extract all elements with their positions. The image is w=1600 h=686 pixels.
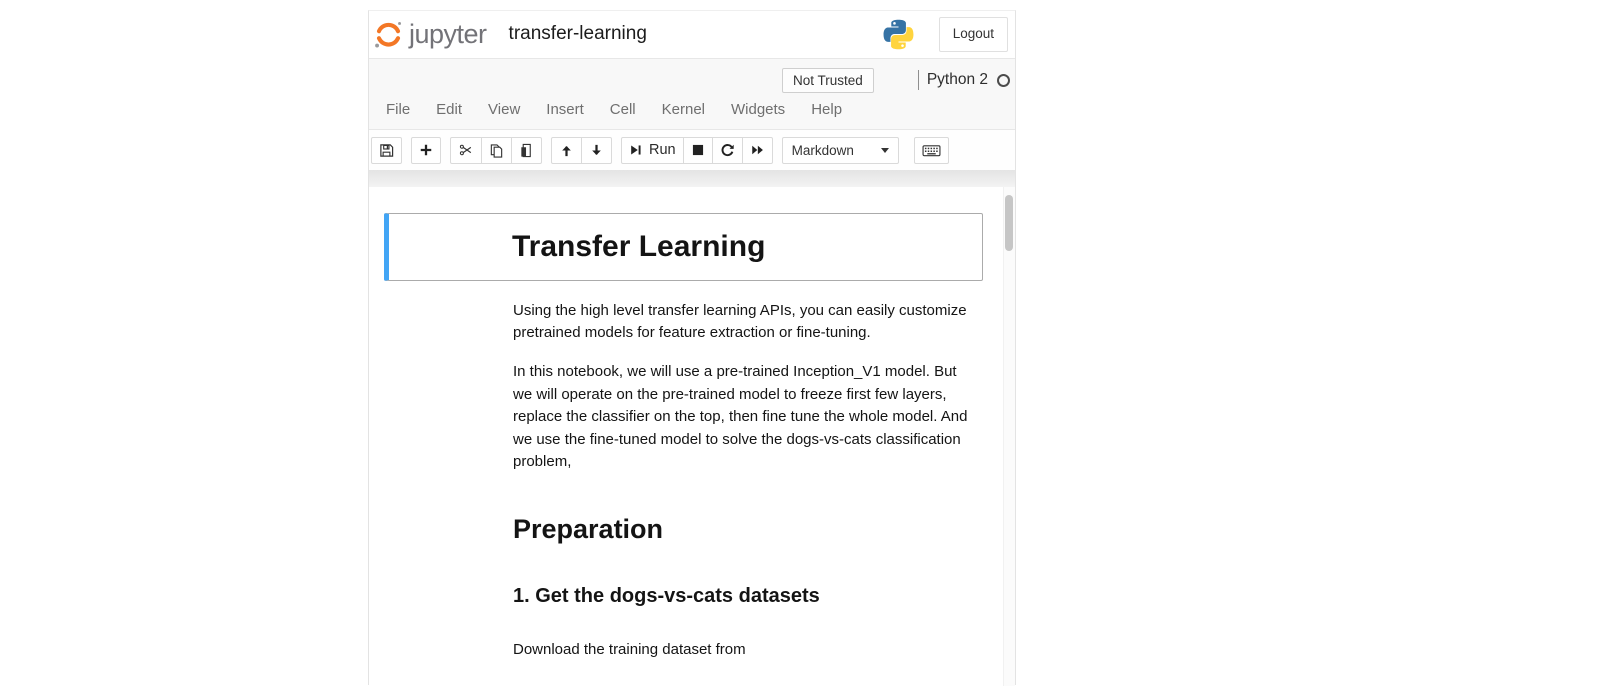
menu-cell[interactable]: Cell	[609, 101, 636, 118]
menu-view[interactable]: View	[488, 101, 521, 118]
site-top-strip	[369, 170, 1015, 187]
add-cell-button[interactable]	[411, 137, 441, 164]
menu-file[interactable]: File	[386, 101, 411, 118]
python-logo-icon	[882, 18, 915, 51]
menubar-section	[369, 59, 1015, 130]
selected-markdown-cell[interactable]	[384, 213, 983, 281]
menu-kernel[interactable]: Kernel	[661, 101, 705, 118]
notebook-h1-title: Transfer Learning	[512, 230, 766, 263]
interrupt-kernel-button[interactable]	[683, 137, 713, 164]
jupyter-logo[interactable]	[373, 19, 487, 50]
notebook-scroll-area	[369, 187, 1015, 686]
move-up-icon	[559, 143, 574, 158]
kernel-separator	[918, 70, 919, 90]
command-palette-button[interactable]	[914, 137, 949, 164]
scrollbar-thumb[interactable]	[1005, 195, 1013, 251]
menu-edit[interactable]: Edit	[436, 101, 463, 118]
logout-button[interactable]: Logout	[939, 17, 1008, 51]
save-icon	[379, 143, 394, 158]
trust-status-button[interactable]: Not Trusted	[782, 68, 874, 93]
kernel-name-label: Python 2	[926, 71, 988, 88]
menu-insert[interactable]: Insert	[546, 101, 584, 118]
restart-kernel-button[interactable]	[712, 137, 743, 164]
menu-help[interactable]: Help	[811, 101, 843, 118]
run-cell-button[interactable]	[621, 137, 684, 164]
menu-bar	[373, 92, 855, 129]
vertical-scrollbar[interactable]	[1003, 187, 1015, 686]
run-step-icon	[629, 143, 643, 157]
restart-kernel-icon	[720, 143, 735, 158]
move-cell-down-button[interactable]	[581, 137, 612, 164]
cell-type-value: Markdown	[791, 142, 854, 158]
notebook-app-window	[368, 10, 1016, 685]
markdown-rendered-content	[513, 300, 973, 662]
jupyter-logo-icon	[373, 19, 404, 50]
kernel-idle-circle-icon	[997, 74, 1010, 87]
chevron-down-icon	[881, 148, 889, 153]
move-down-icon	[589, 143, 604, 158]
notebook-toolbar	[369, 130, 1015, 170]
copy-cell-button[interactable]	[481, 137, 512, 164]
subsection-heading-datasets[interactable]: 1. Get the dogs-vs-cats datasets	[513, 584, 820, 607]
cut-cell-button[interactable]	[450, 137, 482, 164]
run-button-label: Run	[649, 142, 676, 158]
markdown-paragraph[interactable]: In this notebook, we will use a pre-trained Inception_V1 model. But we will operate on the pre-trained model to freeze first few layers, replace the classifier on the top, then fine tune the whole model. And we use the fine-tuned model to solve the dogs-vs-cats classification problem,	[513, 363, 968, 470]
stop-icon	[691, 143, 705, 157]
copy-icon	[489, 143, 504, 158]
paste-icon	[519, 143, 534, 158]
notebook-title[interactable]: transfer-learning	[508, 23, 647, 44]
notebook-header	[369, 11, 1015, 59]
move-cell-up-button[interactable]	[551, 137, 582, 164]
save-button[interactable]	[371, 137, 402, 164]
paste-cell-button[interactable]	[511, 137, 542, 164]
section-heading-preparation[interactable]: Preparation	[513, 514, 664, 545]
notebook-status-row	[782, 67, 1010, 93]
markdown-paragraph[interactable]: Download the training dataset from	[513, 640, 746, 658]
restart-run-all-button[interactable]	[742, 137, 773, 164]
fast-forward-icon	[750, 143, 765, 157]
add-cell-icon	[419, 143, 433, 157]
cut-icon	[458, 143, 474, 157]
markdown-paragraph[interactable]: Using the high level transfer learning APIs, you can easily customize pretrained models for feature extraction or fine-tuning.	[513, 301, 967, 341]
cell-type-select[interactable]	[782, 137, 899, 164]
menu-widgets[interactable]: Widgets	[731, 101, 786, 118]
jupyter-logo-text: jupyter	[409, 19, 487, 49]
keyboard-icon	[922, 143, 941, 158]
